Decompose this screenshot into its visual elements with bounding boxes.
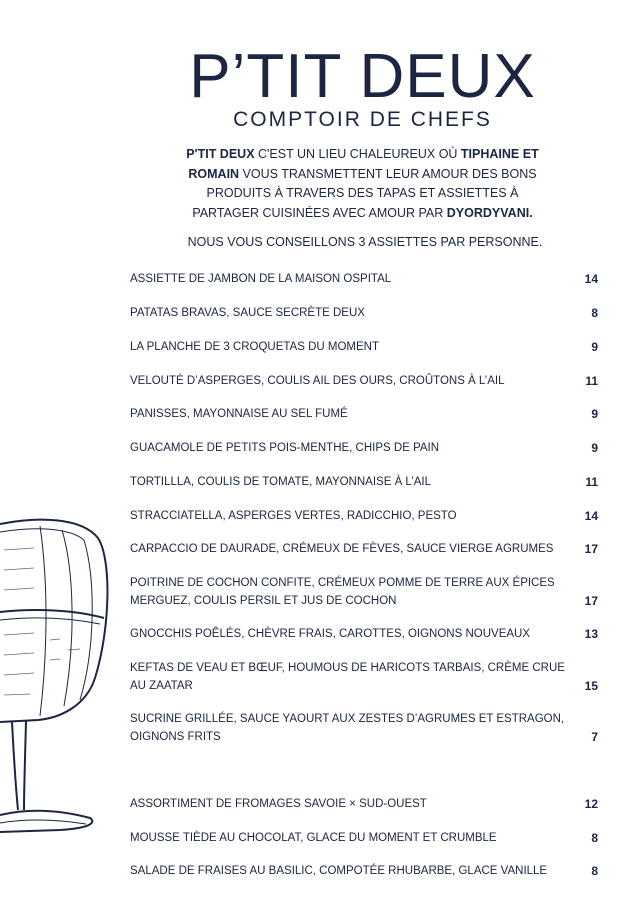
dessert-item-name: MOUSSE TIÈDE AU CHOCOLAT, GLACE DU MOMENT ET CRUMBLE: [130, 832, 497, 844]
menu-item-price: 13: [584, 627, 598, 641]
menu-item-name: KEFTAS DE VEAU ET BŒUF, HOUMOUS DE HARICOTS TARBAIS, CRÈME CRUE AU ZAATAR: [130, 662, 565, 692]
menu-item: [130, 507, 598, 525]
menu-item-name: ASSIETTE DE JAMBON DE LA MAISON OSPITAL: [130, 273, 392, 285]
intro-text-1: C'EST UN LIEU CHALEUREUX OÙ: [254, 147, 461, 161]
menu-item: [130, 338, 598, 356]
menu-item: [130, 625, 598, 643]
menu-item-price: 11: [585, 475, 598, 489]
menu-item-price: 9: [591, 407, 598, 421]
intro-paragraph: [175, 145, 550, 223]
menu-item-name: GUACAMOLE DE PETITS POIS-MENTHE, CHIPS DE PAIN: [130, 442, 440, 454]
menu-item-name: TORTILLLA, COULIS DE TOMATE, MAYONNAISE À L’AIL: [130, 476, 432, 488]
menu-item-price: 14: [584, 509, 598, 523]
menu-item-price: 11: [585, 374, 598, 388]
menu-item: [130, 659, 598, 695]
menu-item-price: 14: [584, 272, 598, 286]
menu-item-name: VELOUTÉ D’ASPERGES, COULIS AIL DES OURS, CROÛTONS À L’AIL: [130, 375, 505, 387]
serving-advice: NOUS VOUS CONSEILLONS 3 ASSIETTES PAR PERSONNE.: [187, 235, 543, 249]
menu-item-name: LA PLANCHE DE 3 CROQUETAS DU MOMENT: [130, 341, 379, 353]
restaurant-title: P’TIT DEUX: [189, 42, 536, 111]
dessert-item-price: 8: [591, 831, 598, 845]
menu-item-name: CARPACCIO DE DAURADE, CRÉMEUX DE FÈVES, SAUCE VIERGE AGRUMES: [130, 543, 554, 555]
menu-item: [130, 540, 598, 558]
dessert-item-price: 12: [584, 797, 598, 811]
dessert-item-name: ASSORTIMENT DE FROMAGES SAVOIE × SUD-OUEST: [130, 798, 427, 810]
menu-item-price: 9: [591, 340, 598, 354]
intro-text-2: VOUS TRANSMETTENT LEUR AMOUR DES BONS PRODUITS À TRAVERS DES TAPAS ET ASSIETTES À PARTAGER CUISINÉES AVEC AMOUR PAR: [192, 166, 537, 220]
dessert-item-price: 8: [591, 864, 598, 878]
intro-chef: DYORDYVANI.: [446, 205, 533, 220]
menu-item-price: 17: [584, 594, 598, 608]
dessert-item: [130, 829, 598, 847]
intro-brand: P'TIT DEUX: [186, 147, 255, 161]
menu-item: [130, 439, 598, 457]
wine-glass-illustration: [0, 510, 115, 840]
menu-item-name: PATATAS BRAVAS, SAUCE SECRÈTE DEUX: [130, 307, 365, 319]
menu-item-name: PANISSES, MAYONNAISE AU SEL FUMÉ: [130, 408, 348, 420]
restaurant-subtitle: COMPTOIR DE CHEFS: [233, 108, 492, 131]
dessert-item: [130, 862, 598, 880]
menu-item-price: 8: [591, 306, 598, 320]
menu-item-name: STRACCIATELLA, ASPERGES VERTES, RADICCHIO, PESTO: [130, 510, 457, 522]
dessert-item-name: SALADE DE FRAISES AU BASILIC, COMPOTÉE RHUBARBE, GLACE VANILLE: [130, 865, 548, 877]
menu-item-price: 15: [584, 679, 598, 693]
menu-item: [130, 473, 598, 491]
menu-item: [130, 574, 598, 610]
menu-item-price: 7: [591, 730, 598, 744]
menu-item-name: GNOCCHIS POÊLÉS, CHÈVRE FRAIS, CAROTTES, OIGNONS NOUVEAUX: [130, 628, 531, 640]
menu-item-name: POITRINE DE COCHON CONFITE, CRÉMEUX POMME DE TERRE AUX ÉPICES MERGUEZ, COULIS PERSIL ET JUS DE COCHON: [130, 577, 555, 607]
menu-item-name: SUCRINE GRILLÉE, SAUCE YAOURT AUX ZESTES D’AGRUMES ET ESTRAGON, OIGNONS FRITS: [130, 713, 565, 743]
menu-item: [130, 710, 598, 746]
menu-item: [130, 270, 598, 288]
menu-item: [130, 405, 598, 423]
menu-item: [130, 372, 598, 390]
dessert-item: [130, 795, 598, 813]
menu-item-price: 17: [584, 542, 598, 556]
menu-item-price: 9: [591, 441, 598, 455]
intro-owners: TIPHAINE ET ROMAIN: [188, 147, 539, 181]
menu-item: [130, 304, 598, 322]
